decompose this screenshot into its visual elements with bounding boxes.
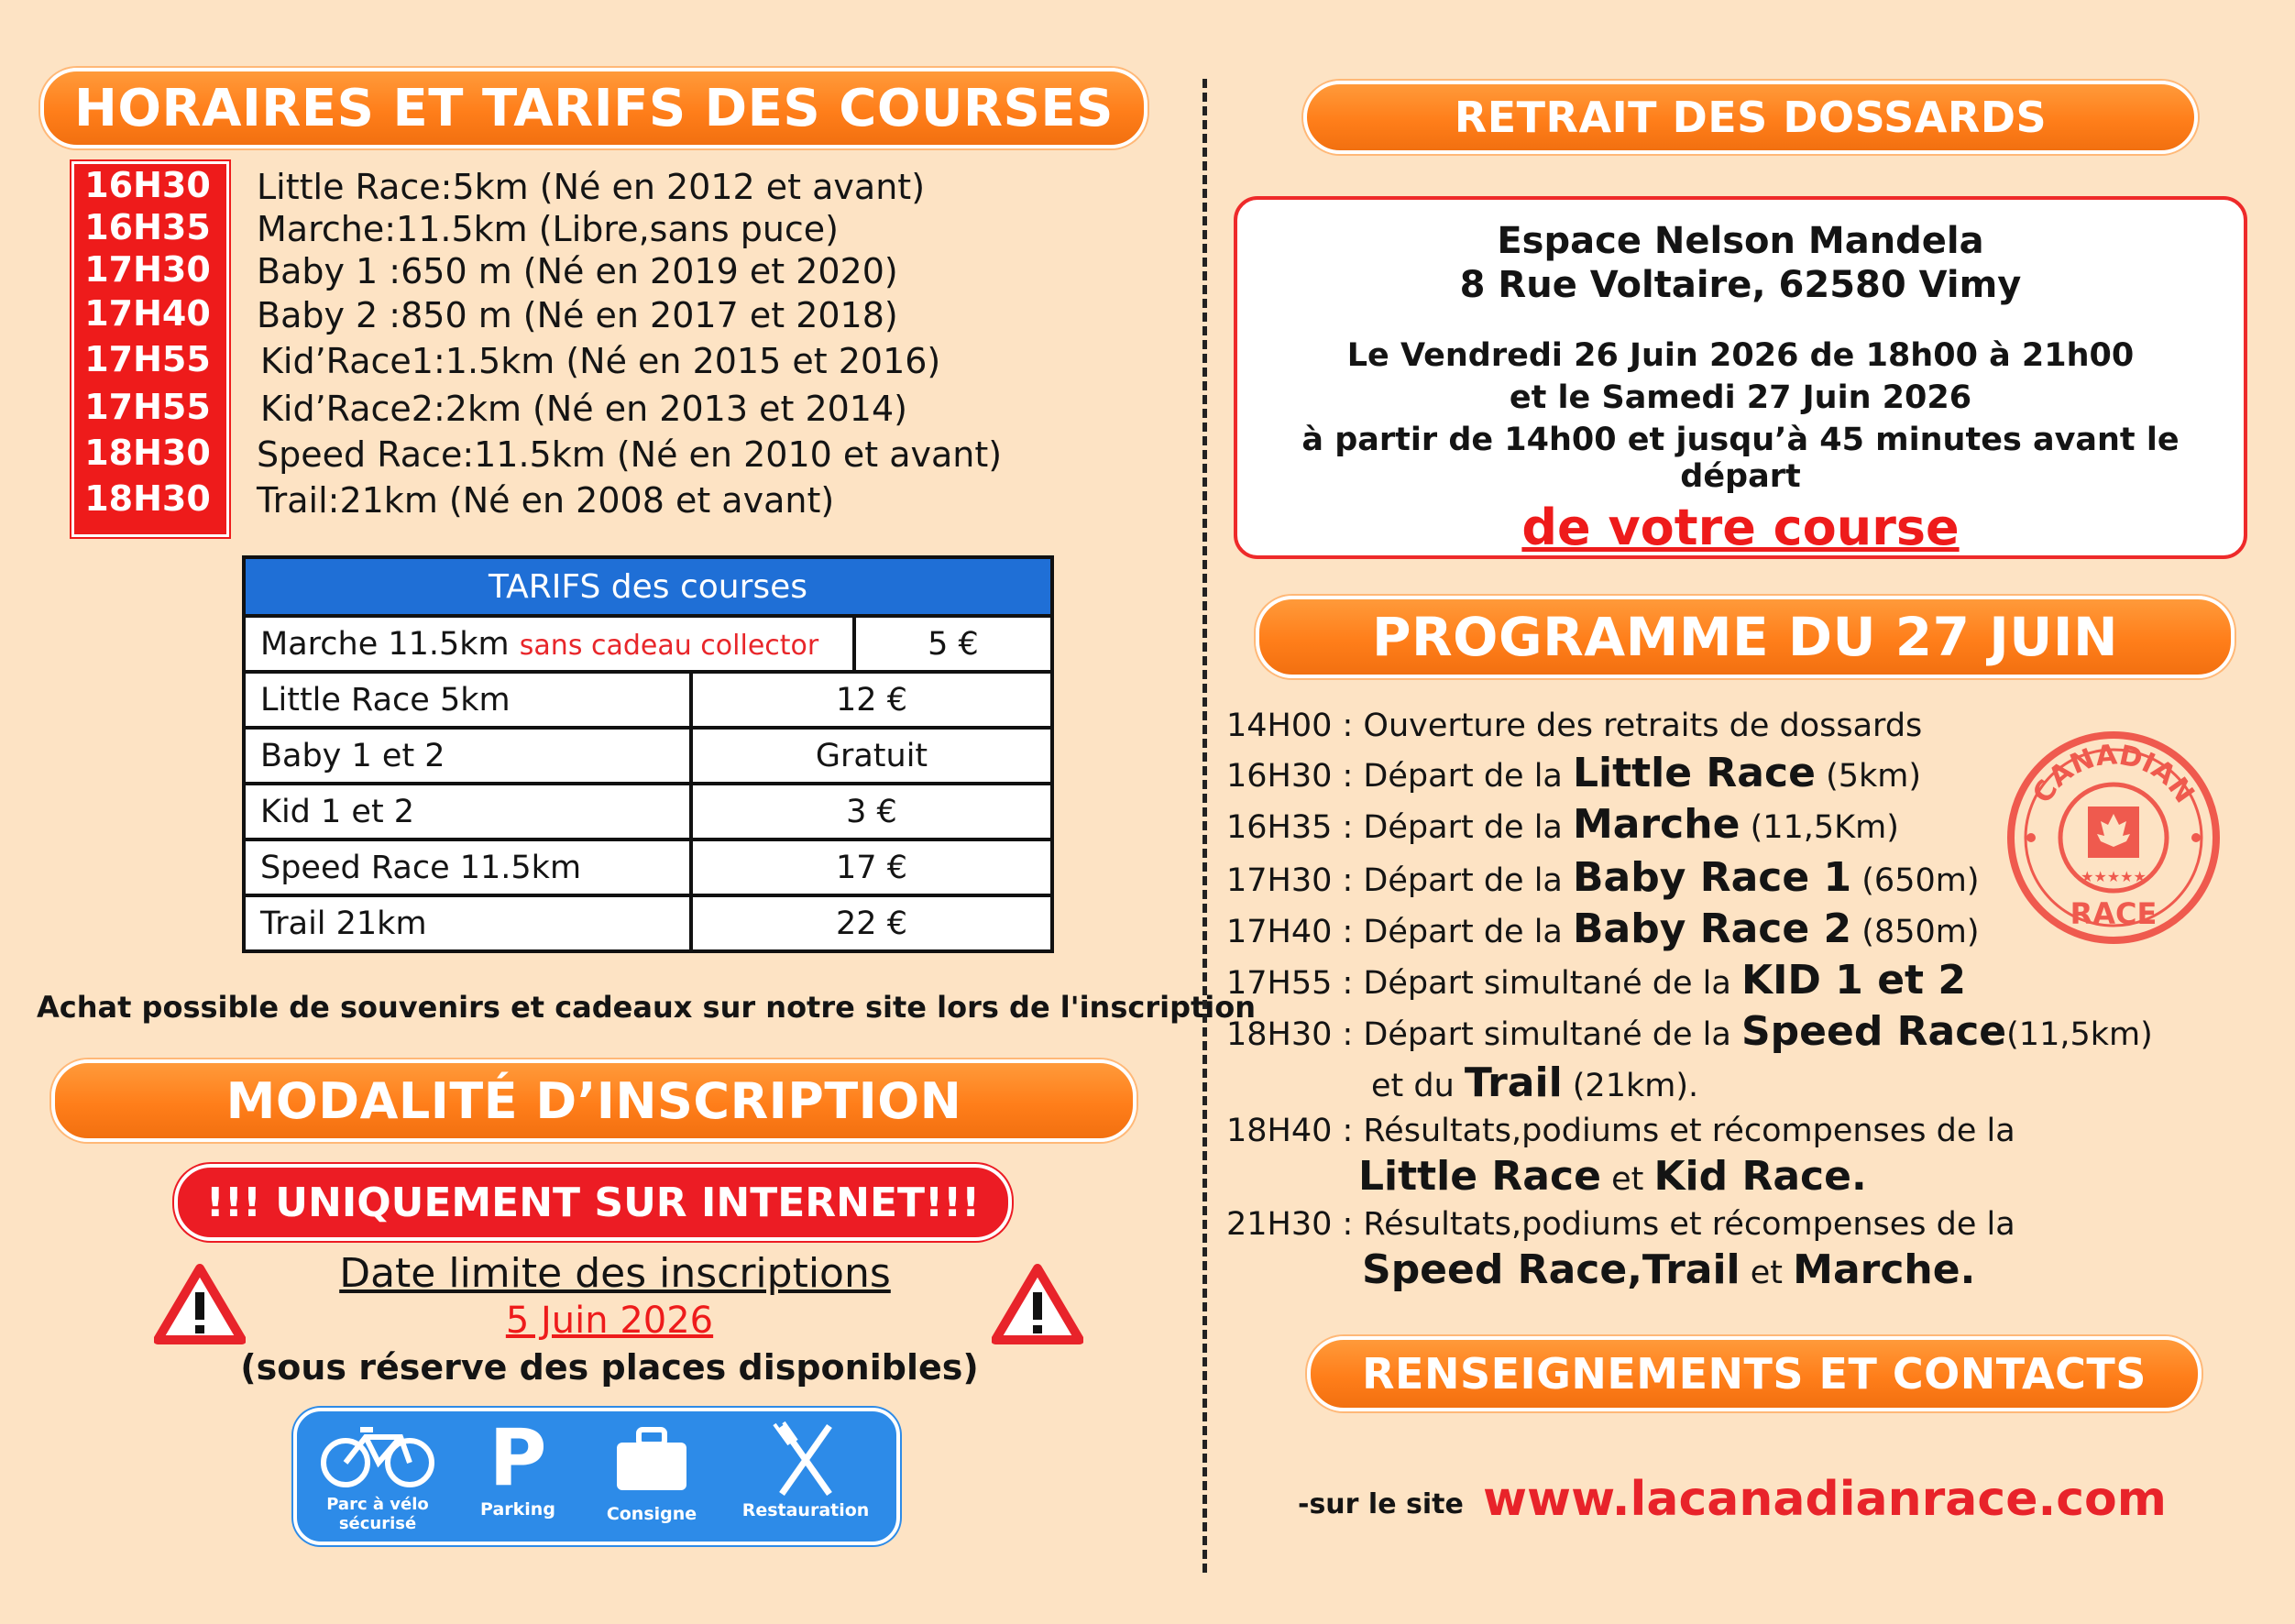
programme-item: 18H30 : Départ simultané de la Speed Race(11,5km) xyxy=(1226,1008,2153,1055)
stamp-text-bottom: RACE xyxy=(2070,896,2158,931)
retrait-info-box xyxy=(1234,196,2247,559)
programme-item: Little Race et Kid Race. xyxy=(1358,1153,1867,1200)
programme-item: 16H35 : Départ de la Marche (11,5Km) xyxy=(1226,801,1899,848)
tarif-price: 22 € xyxy=(691,895,1052,951)
schedule-time: 17H55 xyxy=(84,387,211,427)
programme-item: 17H30 : Départ de la Baby Race 1 (650m) xyxy=(1226,854,1980,901)
schedule-time: 17H40 xyxy=(84,293,211,334)
tarif-label: Kid 1 et 2 xyxy=(244,784,691,839)
table-row xyxy=(244,616,1052,672)
deadline-title: Date limite des inscriptions xyxy=(339,1250,891,1297)
modalite-header: MODALITÉ D’INSCRIPTION xyxy=(51,1059,1137,1142)
services-bar xyxy=(293,1408,900,1545)
tarif-label: Speed Race 11.5km xyxy=(244,839,691,895)
schedule-desc: Kid’Race1:1.5km (Né en 2015 et 2016) xyxy=(260,341,941,381)
schedule-desc: Little Race:5km (Né en 2012 et avant) xyxy=(257,167,926,207)
tarif-price: 17 € xyxy=(691,839,1052,895)
programme-header: PROGRAMME DU 27 JUIN xyxy=(1256,596,2235,678)
retrait-line: Le Vendredi 26 Juin 2026 de 18h00 à 21h00 xyxy=(1346,337,2135,374)
programme-item: 14H00 : Ouverture des retraits de dossards xyxy=(1226,708,1923,744)
service-label: Restauration xyxy=(741,1500,870,1520)
service-restauration xyxy=(728,1421,884,1520)
retrait-line-highlight: de votre course xyxy=(1521,499,1960,556)
schedule-desc: Baby 2 :850 m (Né en 2017 et 2018) xyxy=(257,295,898,335)
venue-address: 8 Rue Voltaire, 62580 Vimy xyxy=(1459,264,2022,306)
deadline-date: 5 Juin 2026 xyxy=(505,1300,714,1342)
luggage-icon xyxy=(613,1426,690,1494)
service-label: Parc à vélo xyxy=(326,1495,429,1514)
tarif-title: TARIFS des courses xyxy=(244,557,1052,616)
venue-name: Espace Nelson Mandela xyxy=(1497,220,1984,262)
contacts-header: RENSEIGNEMENTS ET CONTACTS xyxy=(1307,1336,2202,1411)
bicycle-icon xyxy=(318,1421,437,1490)
souvenirs-note: Achat possible de souvenirs et cadeaux sur notre site lors de l'inscription xyxy=(37,990,1257,1025)
programme-item: 16H30 : Départ de la Little Race (5km) xyxy=(1226,750,1922,796)
tarif-label: Trail 21km xyxy=(244,895,691,951)
tarif-table xyxy=(242,555,1054,953)
site-label: -sur le site xyxy=(1298,1488,1464,1520)
programme-item: et du Trail (21km). xyxy=(1371,1059,1699,1106)
retrait-header: RETRAIT DES DOSSARDS xyxy=(1303,81,2198,154)
schedule-desc: Trail:21km (Né en 2008 et avant) xyxy=(257,480,835,521)
table-row xyxy=(244,839,1052,895)
schedule-time: 16H35 xyxy=(84,207,211,247)
programme-item: 18H40 : Résultats,podiums et récompenses de la xyxy=(1226,1113,2015,1149)
schedule-desc: Marche:11.5km (Libre,sans puce) xyxy=(257,209,839,249)
programme-item: Speed Race,Trail et Marche. xyxy=(1362,1246,1976,1293)
service-bicycle xyxy=(313,1421,442,1533)
stamp-text-top: CANADIAN xyxy=(2026,739,2201,809)
retrait-line: à partir de 14h00 et jusqu’à 45 minutes avant le départ xyxy=(1301,422,2180,495)
schedule-time: 18H30 xyxy=(84,478,211,519)
table-row xyxy=(244,728,1052,784)
schedule-desc: Speed Race:11.5km (Né en 2010 et avant) xyxy=(257,434,1003,475)
internet-only-banner: !!! UNIQUEMENT SUR INTERNET!!! xyxy=(174,1164,1012,1241)
table-row xyxy=(244,672,1052,728)
schedule-desc: Baby 1 :650 m (Né en 2019 et 2020) xyxy=(257,251,898,291)
tarif-price: Gratuit xyxy=(691,728,1052,784)
tarif-price: 3 € xyxy=(691,784,1052,839)
service-label: sécurisé xyxy=(338,1514,417,1533)
service-parking xyxy=(467,1412,568,1520)
canadian-race-stamp xyxy=(2004,728,2224,948)
programme-item: 17H55 : Départ simultané de la KID 1 et 2 xyxy=(1226,957,1967,1004)
programme-item: 21H30 : Résultats,podiums et récompenses de la xyxy=(1226,1206,2015,1243)
tarif-price: 12 € xyxy=(691,672,1052,728)
courses-header: HORAIRES ET TARIFS DES COURSES xyxy=(40,68,1148,148)
tarif-price: 5 € xyxy=(854,616,1052,672)
fork-knife-icon xyxy=(769,1421,842,1496)
service-consigne xyxy=(592,1426,711,1524)
tarif-label: Little Race 5km xyxy=(244,672,691,728)
service-label: Parking xyxy=(480,1499,555,1520)
table-row xyxy=(244,784,1052,839)
parking-icon: P xyxy=(489,1412,547,1504)
stamp-stars: ★★★★★ xyxy=(2081,868,2147,885)
column-divider xyxy=(1202,79,1207,1573)
tarif-label: Marche 11.5km xyxy=(260,625,510,663)
schedule-time: 18H30 xyxy=(84,433,211,473)
table-row xyxy=(244,895,1052,951)
service-label: Consigne xyxy=(606,1504,697,1524)
deadline-note: (sous réserve des places disponibles) xyxy=(240,1347,979,1388)
schedule-time: 17H30 xyxy=(84,249,211,290)
schedule-time: 17H55 xyxy=(84,339,211,379)
tarif-note: sans cadeau collector xyxy=(519,629,819,662)
programme-item: 17H40 : Départ de la Baby Race 2 (850m) xyxy=(1226,905,1980,952)
site-url-link[interactable]: www.lacanadianrace.com xyxy=(1483,1472,2167,1527)
schedule-desc: Kid’Race2:2km (Né en 2013 et 2014) xyxy=(260,389,907,429)
schedule-time: 16H30 xyxy=(84,165,211,205)
retrait-line: et le Samedi 27 Juin 2026 xyxy=(1509,379,1972,416)
tarif-label: Baby 1 et 2 xyxy=(244,728,691,784)
